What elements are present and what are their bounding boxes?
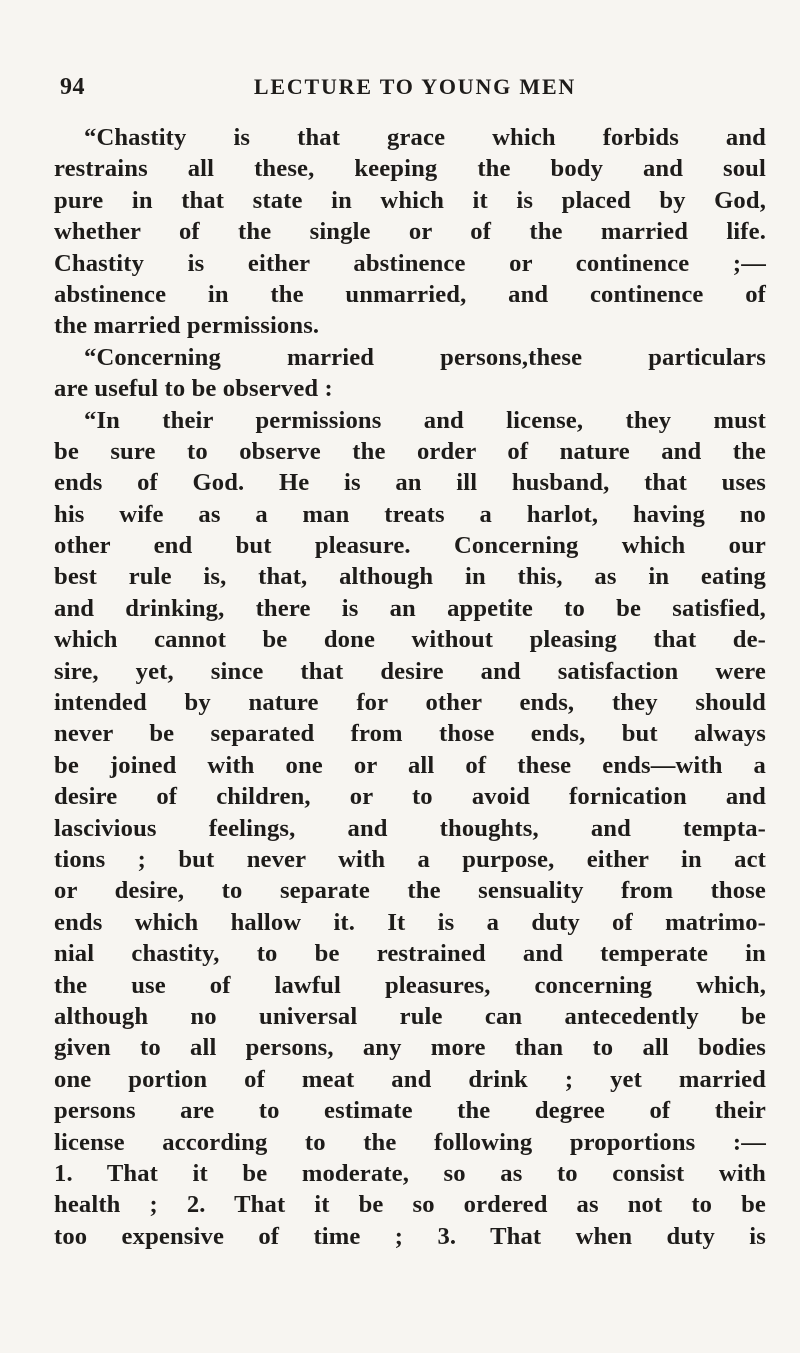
text-line: intended by nature for other ends, they should (54, 689, 766, 717)
text-line: other end but pleasure. Concerning which our (54, 532, 766, 560)
text-line: abstinence in the unmarried, and continence of (54, 280, 766, 308)
text-line: desire of children, or to avoid fornication and (54, 783, 766, 811)
text-line: ends of God. He is an ill husband, that uses (54, 469, 766, 497)
text-line: “In their permissions and license, they must (84, 406, 766, 434)
text-line: his wife as a man treats a harlot, having no (54, 500, 766, 528)
text-line: health ; 2. That it be so ordered as not to be (54, 1191, 766, 1219)
text-line: best rule is, that, although in this, as in eating (54, 563, 766, 591)
text-line: Chastity is either abstinence or continence ;— (54, 249, 766, 277)
text-line: restrains all these, keeping the body and soul (54, 155, 766, 183)
page-number: 94 (60, 74, 85, 100)
text-line: “Chastity is that grace which forbids and (84, 124, 766, 151)
text-line: one portion of meat and drink ; yet married (54, 1065, 766, 1093)
text-line: pure in that state in which it is placed by God, (54, 186, 766, 214)
text-line: although no universal rule can antecedently be (54, 1002, 766, 1030)
text-line: and drinking, there is an appetite to be satisfied, (54, 594, 766, 622)
text-line: nial chastity, to be restrained and temperate in (54, 940, 766, 968)
text-line: license according to the following proportions :— (54, 1128, 766, 1156)
text-line: ends which hallow it. It is a duty of matrimo- (54, 908, 766, 936)
text-line: the use of lawful pleasures, concerning which, (54, 971, 766, 999)
text-line: be joined with one or all of these ends—with a (54, 751, 766, 779)
text-line: which cannot be done without pleasing that de- (54, 626, 766, 654)
text-line: whether of the single or of the married life. (54, 218, 766, 246)
body-text (54, 122, 766, 1252)
text-line: or desire, to separate the sensuality from those (54, 877, 766, 905)
text-line: lascivious feelings, and thoughts, and tempta- (54, 814, 766, 842)
running-head: LECTURE TO YOUNG MEN (253, 74, 577, 99)
text-line: too expensive of time ; 3. That when duty is (54, 1222, 766, 1250)
page-header (60, 74, 740, 106)
text-line: 1. That it be moderate, so as to consist with (54, 1159, 766, 1187)
text-line: given to all persons, any more than to all bodies (54, 1034, 766, 1062)
text-line: sire, yet, since that desire and satisfaction were (54, 657, 766, 685)
text-line: are useful to be observed : (54, 375, 333, 403)
text-line: tions ; but never with a purpose, either in act (54, 845, 766, 873)
text-line: be sure to observe the order of nature and the (54, 437, 766, 465)
text-line: persons are to estimate the degree of their (54, 1097, 766, 1125)
text-line: never be separated from those ends, but always (54, 720, 766, 748)
text-line: the married permissions. (54, 312, 320, 340)
text-line: “Concerning married persons,these particulars (84, 343, 766, 371)
